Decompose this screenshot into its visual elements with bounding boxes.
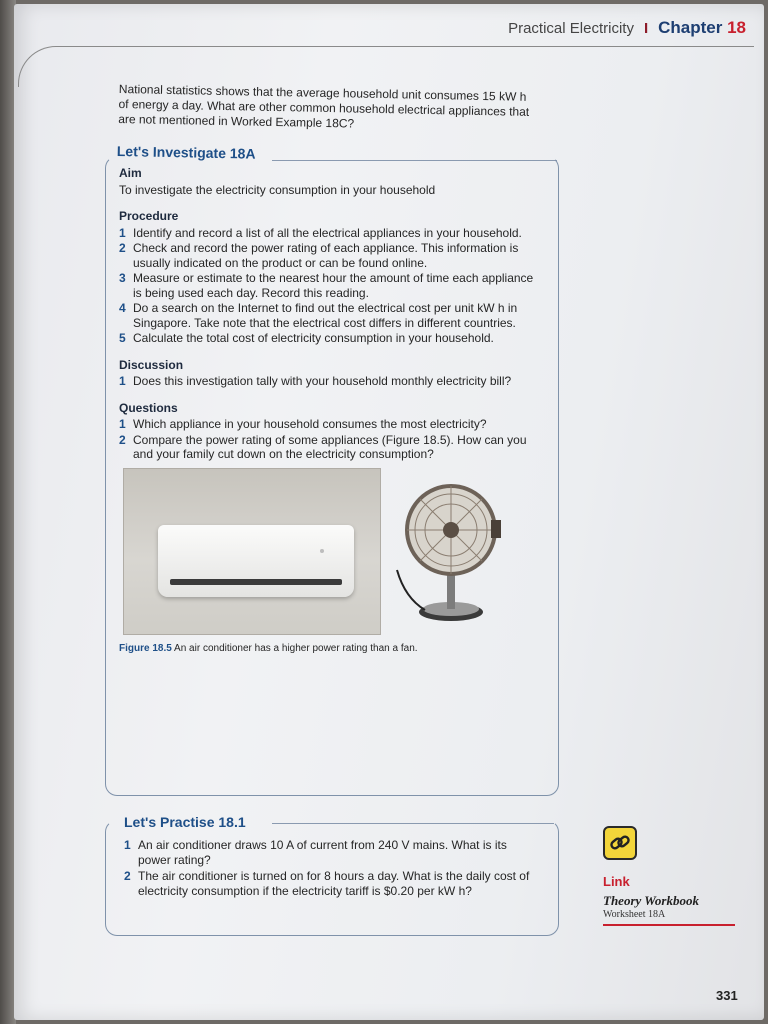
procedure-step-number: 5 bbox=[119, 331, 126, 345]
question-item-number: 1 bbox=[119, 417, 126, 431]
discussion-section bbox=[119, 358, 539, 389]
questions-heading: Questions bbox=[119, 400, 178, 415]
aim-heading: Aim bbox=[119, 166, 142, 180]
investigate-box-title: Let's Investigate 18A bbox=[116, 143, 256, 162]
question-item-text: Which appliance in your household consumes the most electricity? bbox=[133, 417, 487, 431]
chain-link-icon bbox=[603, 826, 637, 860]
discussion-heading: Discussion bbox=[119, 357, 184, 372]
air-conditioner-unit bbox=[158, 525, 354, 597]
question-item-text: Compare the power rating of some appliances (Figure 18.5). How can you and your family cut down on the electricity consumption? bbox=[133, 432, 527, 461]
air-conditioner-photo bbox=[123, 468, 381, 635]
link-underline bbox=[603, 924, 735, 926]
desk-fan-photo bbox=[395, 470, 515, 630]
procedure-step-text: Calculate the total cost of electricity consumption in your household. bbox=[133, 331, 494, 345]
procedure-step-number: 3 bbox=[119, 271, 126, 285]
questions-section bbox=[119, 401, 539, 462]
procedure-step-number: 4 bbox=[119, 301, 126, 315]
worksheet-reference: Worksheet 18A bbox=[603, 909, 666, 920]
figure-caption-text: An air conditioner has a higher power rating than a fan. bbox=[174, 642, 418, 654]
aim-text: To investigate the electricity consumption in your household bbox=[119, 182, 436, 197]
air-conditioner-vent bbox=[170, 579, 342, 585]
header-separator: I bbox=[643, 19, 649, 37]
question-item bbox=[119, 417, 539, 432]
question-item bbox=[119, 433, 539, 462]
header-chapter-word: Chapter bbox=[658, 18, 723, 37]
procedure-step bbox=[119, 226, 539, 241]
figure-caption bbox=[119, 642, 539, 657]
practise-item bbox=[124, 838, 536, 868]
figure-18-5 bbox=[119, 468, 539, 640]
procedure-step bbox=[119, 241, 539, 270]
question-item-number: 2 bbox=[119, 432, 126, 447]
air-conditioner-indicator bbox=[320, 549, 324, 553]
link-panel bbox=[603, 826, 743, 926]
practise-box-title: Let's Practise 18.1 bbox=[124, 814, 246, 830]
investigate-box-content bbox=[119, 166, 539, 656]
procedure-step-text: Identify and record a list of all the electrical appliances in your household. bbox=[133, 225, 522, 240]
procedure-step-number: 1 bbox=[119, 225, 126, 240]
procedure-heading: Procedure bbox=[119, 209, 179, 223]
procedure-step-text: Check and record the power rating of each appliance. This information is usually indicated on the product or can be found online. bbox=[133, 241, 519, 270]
practise-box-content bbox=[124, 838, 536, 900]
figure-label: Figure 18.5 bbox=[119, 642, 172, 654]
practise-item-number: 2 bbox=[124, 869, 131, 883]
page-number: 331 bbox=[716, 988, 738, 1003]
header-chapter-number: 18 bbox=[727, 18, 746, 37]
discussion-item-number: 1 bbox=[119, 374, 126, 388]
procedure-section bbox=[119, 209, 539, 346]
procedure-step-number: 2 bbox=[119, 241, 126, 255]
page-header bbox=[508, 18, 746, 38]
workbook-title: Theory Workbook bbox=[603, 893, 699, 908]
header-chapter bbox=[658, 18, 746, 38]
link-label: Link bbox=[603, 874, 630, 889]
header-divider-curve bbox=[18, 46, 754, 87]
practise-item-text: An air conditioner draws 10 A of current from 240 V mains. What is its power rating? bbox=[138, 838, 507, 867]
practise-item bbox=[124, 869, 536, 899]
procedure-step-text: Do a search on the Internet to find out the electrical cost per unit kW h in Singapore. Take note that the electrical cost differs in different countries. bbox=[133, 301, 518, 330]
practise-item-text: The air conditioner is turned on for 8 hours a day. What is the daily cost of electricity consumption if the electricity tariff is $0.20 per kW h? bbox=[138, 869, 530, 898]
intro-paragraph: National statistics shows that the average household unit consumes 15 kW h of energy a day. What are other common household electrical appliances that are not mentioned in Worked Example 18C? bbox=[118, 82, 530, 131]
discussion-item-text: Does this investigation tally with your household monthly electricity bill? bbox=[133, 374, 512, 388]
procedure-step bbox=[119, 271, 539, 300]
procedure-step bbox=[119, 331, 539, 346]
discussion-item bbox=[119, 374, 539, 389]
aim-section bbox=[119, 166, 539, 197]
practise-item-number: 1 bbox=[124, 838, 131, 852]
procedure-step bbox=[119, 301, 539, 330]
header-section-title: Practical Electricity bbox=[508, 19, 634, 37]
procedure-step-text: Measure or estimate to the nearest hour the amount of time each appliance is being used each day. Record this reading. bbox=[133, 271, 534, 300]
